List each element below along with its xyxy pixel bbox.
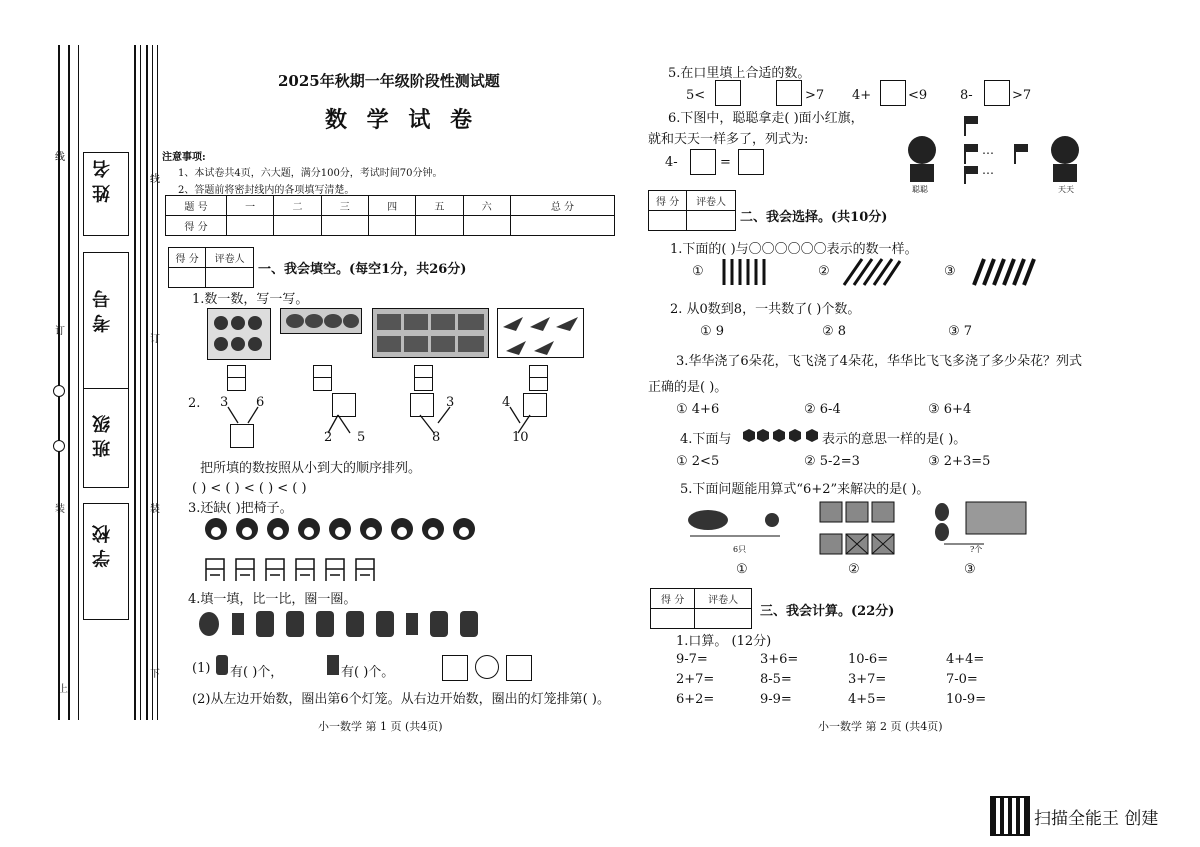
c2-prompt: 2. 从0数到8，一共数了( )个数。 [670, 302, 861, 317]
score-table-header: 五 [416, 196, 463, 216]
section1-title: 一、我会填空。(每空1分，共26分) [258, 262, 467, 277]
score-cell[interactable] [227, 216, 274, 236]
class-label: 班 级 [92, 415, 113, 458]
sticks-picture-c [970, 257, 1040, 287]
q5-expr: >7 [1012, 88, 1032, 103]
q6-eq-a: 4- [665, 155, 678, 170]
c4-option[interactable]: ② 5-2=3 [804, 454, 860, 469]
q4-1-count-b: 有( )个。 [341, 665, 395, 680]
seal-mark-bind: 装 [55, 504, 65, 515]
q6-prompt-cont: 就和天天一样多了，列式为: [648, 132, 809, 147]
c3-prompt-cont: 正确的是( )。 [648, 380, 728, 395]
grader-score-cell[interactable] [169, 268, 206, 288]
c1-prompt: 1.下面的( )与〇〇〇〇〇〇表示的数一样。 [670, 242, 918, 257]
lanterns-picture [196, 607, 486, 641]
q5-prompt: 5.在口里填上合适的数。 [668, 66, 811, 81]
calc-item[interactable]: 3+7= [848, 672, 887, 687]
q6-box[interactable] [738, 149, 764, 175]
grader-name-cell[interactable] [695, 609, 752, 629]
grader-name-cell[interactable] [206, 268, 254, 288]
children-picture [202, 516, 492, 546]
c3-option[interactable]: ① 4+6 [676, 402, 720, 417]
grader-box-3 [650, 588, 752, 629]
score-table-header: 总 分 [510, 196, 614, 216]
subject-title: 数 学 试 卷 [325, 107, 478, 133]
c5-option-mark[interactable]: ② [848, 562, 860, 577]
q5-expr: 5< [686, 88, 706, 103]
section3-title: 三、我会计算。(22分) [760, 604, 895, 619]
compare-box-left[interactable] [442, 655, 468, 681]
hexagons-picture [742, 428, 822, 444]
q5-box[interactable] [984, 80, 1010, 106]
calc-item[interactable]: 9-7= [676, 652, 708, 667]
c1-option-mark: ② [818, 264, 830, 279]
q3-prompt: 3.还缺( )把椅子。 [188, 501, 293, 516]
seal-mark-bind-2: 装 [150, 504, 160, 515]
compare-box-right[interactable] [506, 655, 532, 681]
lantern-icon [216, 655, 228, 675]
seal-mark-line-2: 线 [150, 174, 160, 185]
q5-expr: 8- [960, 88, 973, 103]
grader-score-label: 得 分 [169, 248, 206, 268]
c3-option[interactable]: ③ 6+4 [928, 402, 972, 417]
bus-picture [372, 308, 489, 358]
q6-box[interactable] [690, 149, 716, 175]
c3-option[interactable]: ② 6-4 [804, 402, 841, 417]
q6-eq-b: = [720, 155, 731, 170]
q4-1-label: (1) [192, 661, 211, 676]
grader-score-label: 得 分 [651, 589, 695, 609]
score-table-header: 六 [463, 196, 510, 216]
q5-expr: 4+ [852, 88, 872, 103]
compare-circle[interactable] [475, 655, 499, 679]
grader-name-label: 评卷人 [695, 589, 752, 609]
q5-box[interactable] [715, 80, 741, 106]
notes-heading: 注意事项: [162, 152, 206, 163]
q5-box[interactable] [880, 80, 906, 106]
score-cell[interactable] [321, 216, 368, 236]
calc-item[interactable]: 9-9= [760, 692, 792, 707]
bond-number: 2 [324, 430, 333, 445]
svg-text:…: … [982, 143, 994, 157]
c4-option[interactable]: ① 2<5 [676, 454, 720, 469]
fruit-picture [207, 308, 271, 360]
calc-item[interactable]: 6+2= [676, 692, 715, 707]
sticks-picture-b [840, 257, 904, 287]
calc-item[interactable]: 4+4= [946, 652, 985, 667]
notes-item: 2、答题前将密封线内的各项填写清楚。 [178, 185, 355, 196]
section2-title: 二、我会选择。(共10分) [740, 210, 888, 225]
answer-box[interactable] [529, 365, 548, 391]
bond-number: 3 [220, 395, 229, 410]
score-cell[interactable] [368, 216, 415, 236]
grader-score-label: 得 分 [649, 191, 687, 211]
c5-label-b: ?个 [970, 545, 983, 554]
sticks-picture-a [720, 257, 774, 287]
school-label: 学 校 [92, 525, 113, 568]
bond-number: 10 [512, 430, 529, 445]
calc-item[interactable]: 3+6= [760, 652, 799, 667]
c4-prompt-a: 4.下面与 [680, 432, 732, 447]
score-table-header: 三 [321, 196, 368, 216]
q5-expr: >7 [805, 88, 825, 103]
cake-picture [280, 308, 362, 334]
chairs-picture [202, 555, 392, 585]
c4-prompt-b: 表示的意思一样的是( )。 [822, 432, 967, 447]
score-cell[interactable] [463, 216, 510, 236]
c5-option-mark[interactable]: ① [736, 562, 748, 577]
score-table-header: 四 [368, 196, 415, 216]
c2-option[interactable]: ① 9 [700, 324, 725, 339]
bond-answer-box[interactable] [332, 393, 356, 417]
svg-text:…: … [982, 163, 994, 177]
bond-number: 3 [446, 395, 455, 410]
grader-name-label: 评卷人 [206, 248, 254, 268]
c5-label-a: 6只 [733, 545, 747, 554]
q5-expr: <9 [908, 88, 928, 103]
calc-item[interactable]: 10-9= [946, 692, 987, 707]
q2-order-blanks[interactable]: ( ) < ( ) < ( ) < ( ) [192, 481, 307, 496]
answer-box[interactable] [313, 365, 332, 391]
q4-1-count-a: 有( )个， [230, 665, 284, 680]
exam-title: 2025年秋期一年级阶段性测试题 [278, 72, 500, 90]
q6-name-a: 聪聪 [912, 185, 928, 194]
c4-option[interactable]: ③ 2+3=5 [928, 454, 991, 469]
qr-code-icon [990, 796, 1030, 836]
score-cell[interactable] [416, 216, 463, 236]
answer-box[interactable] [227, 365, 246, 391]
notes-item: 1、本试卷共4页，六大题，满分100分，考试时间70分钟。 [178, 168, 443, 179]
seal-mark-bottom: 下 [150, 669, 160, 680]
bond-number: 4 [502, 395, 511, 410]
bond-answer-box[interactable] [410, 393, 434, 417]
q1-prompt: 1.数一数，写一写。 [192, 292, 309, 307]
c5-prompt: 5.下面问题能用算式“6+2”来解决的是( )。 [680, 482, 930, 497]
seal-mark-order-2: 订 [150, 334, 160, 345]
answer-box[interactable] [414, 365, 433, 391]
seal-mark-line: 线 [55, 152, 65, 163]
score-table-row-label: 得 分 [166, 216, 227, 236]
q5-box[interactable] [776, 80, 802, 106]
c1-option-mark: ① [692, 264, 704, 279]
scanner-watermark: 扫描全能王 创建 [1034, 809, 1159, 829]
score-cell[interactable] [510, 216, 614, 236]
grader-name-label: 评卷人 [687, 191, 736, 211]
calc-title: 1.口算。 (12分) [676, 634, 772, 649]
c5-picture-1 [680, 500, 790, 548]
score-table-header: 二 [274, 196, 321, 216]
q4-prompt: 4.填一填，比一比，圈一圈。 [188, 592, 357, 607]
score-table-header: 题 号 [166, 196, 227, 216]
flags-picture [900, 108, 1090, 188]
paper-plane-picture [497, 308, 584, 358]
grader-name-cell[interactable] [687, 211, 736, 231]
name-label: 姓 名 [92, 160, 113, 203]
score-table [165, 195, 615, 236]
c3-prompt: 3.华华浇了6朵花，飞飞浇了4朵花，华华比飞飞多浇了多少朵花？列式 [676, 354, 1082, 369]
c5-picture-3 [930, 498, 1040, 546]
lantern-icon [327, 655, 339, 675]
grader-box-1 [168, 247, 254, 288]
bond-answer-box[interactable] [523, 393, 547, 417]
bond-number: 6 [256, 395, 265, 410]
bond-number: 5 [357, 430, 366, 445]
score-table-header: 一 [227, 196, 274, 216]
c2-option[interactable]: ② 8 [822, 324, 847, 339]
calc-item[interactable]: 4+5= [848, 692, 887, 707]
q2-label: 2. [188, 396, 201, 411]
q4-2-prompt: (2)从左边开始数，圈出第6个灯笼。从右边开始数，圈出的灯笼排第( )。 [192, 692, 610, 707]
q2-order-instruction: 把所填的数按照从小到大的顺序排列。 [200, 461, 422, 476]
calc-item[interactable]: 8-5= [760, 672, 792, 687]
grader-score-cell[interactable] [651, 609, 695, 629]
calc-item[interactable]: 10-6= [848, 652, 889, 667]
page1-footer: 小一数学 第 1 页 (共4页) [318, 720, 443, 733]
c5-option-mark[interactable]: ③ [964, 562, 976, 577]
c2-option[interactable]: ③ 7 [948, 324, 973, 339]
grader-box-2 [648, 190, 736, 231]
bond-answer-box[interactable] [230, 424, 254, 448]
c1-option-mark: ③ [944, 264, 956, 279]
seal-mark-order: 订 [55, 326, 65, 337]
exam-number-label: 考 号 [92, 290, 113, 333]
page2-footer: 小一数学 第 2 页 (共4页) [818, 720, 943, 733]
calc-item[interactable]: 7-0= [946, 672, 978, 687]
calc-item[interactable]: 2+7= [676, 672, 715, 687]
score-cell[interactable] [274, 216, 321, 236]
q6-name-b: 天天 [1058, 185, 1074, 194]
bond-number: 8 [432, 430, 441, 445]
seal-mark-top: 上 [58, 684, 68, 695]
c5-picture-2 [818, 500, 898, 558]
grader-score-cell[interactable] [649, 211, 687, 231]
q6-prompt: 6.下图中，聪聪拿走( )面小红旗， [668, 111, 864, 126]
